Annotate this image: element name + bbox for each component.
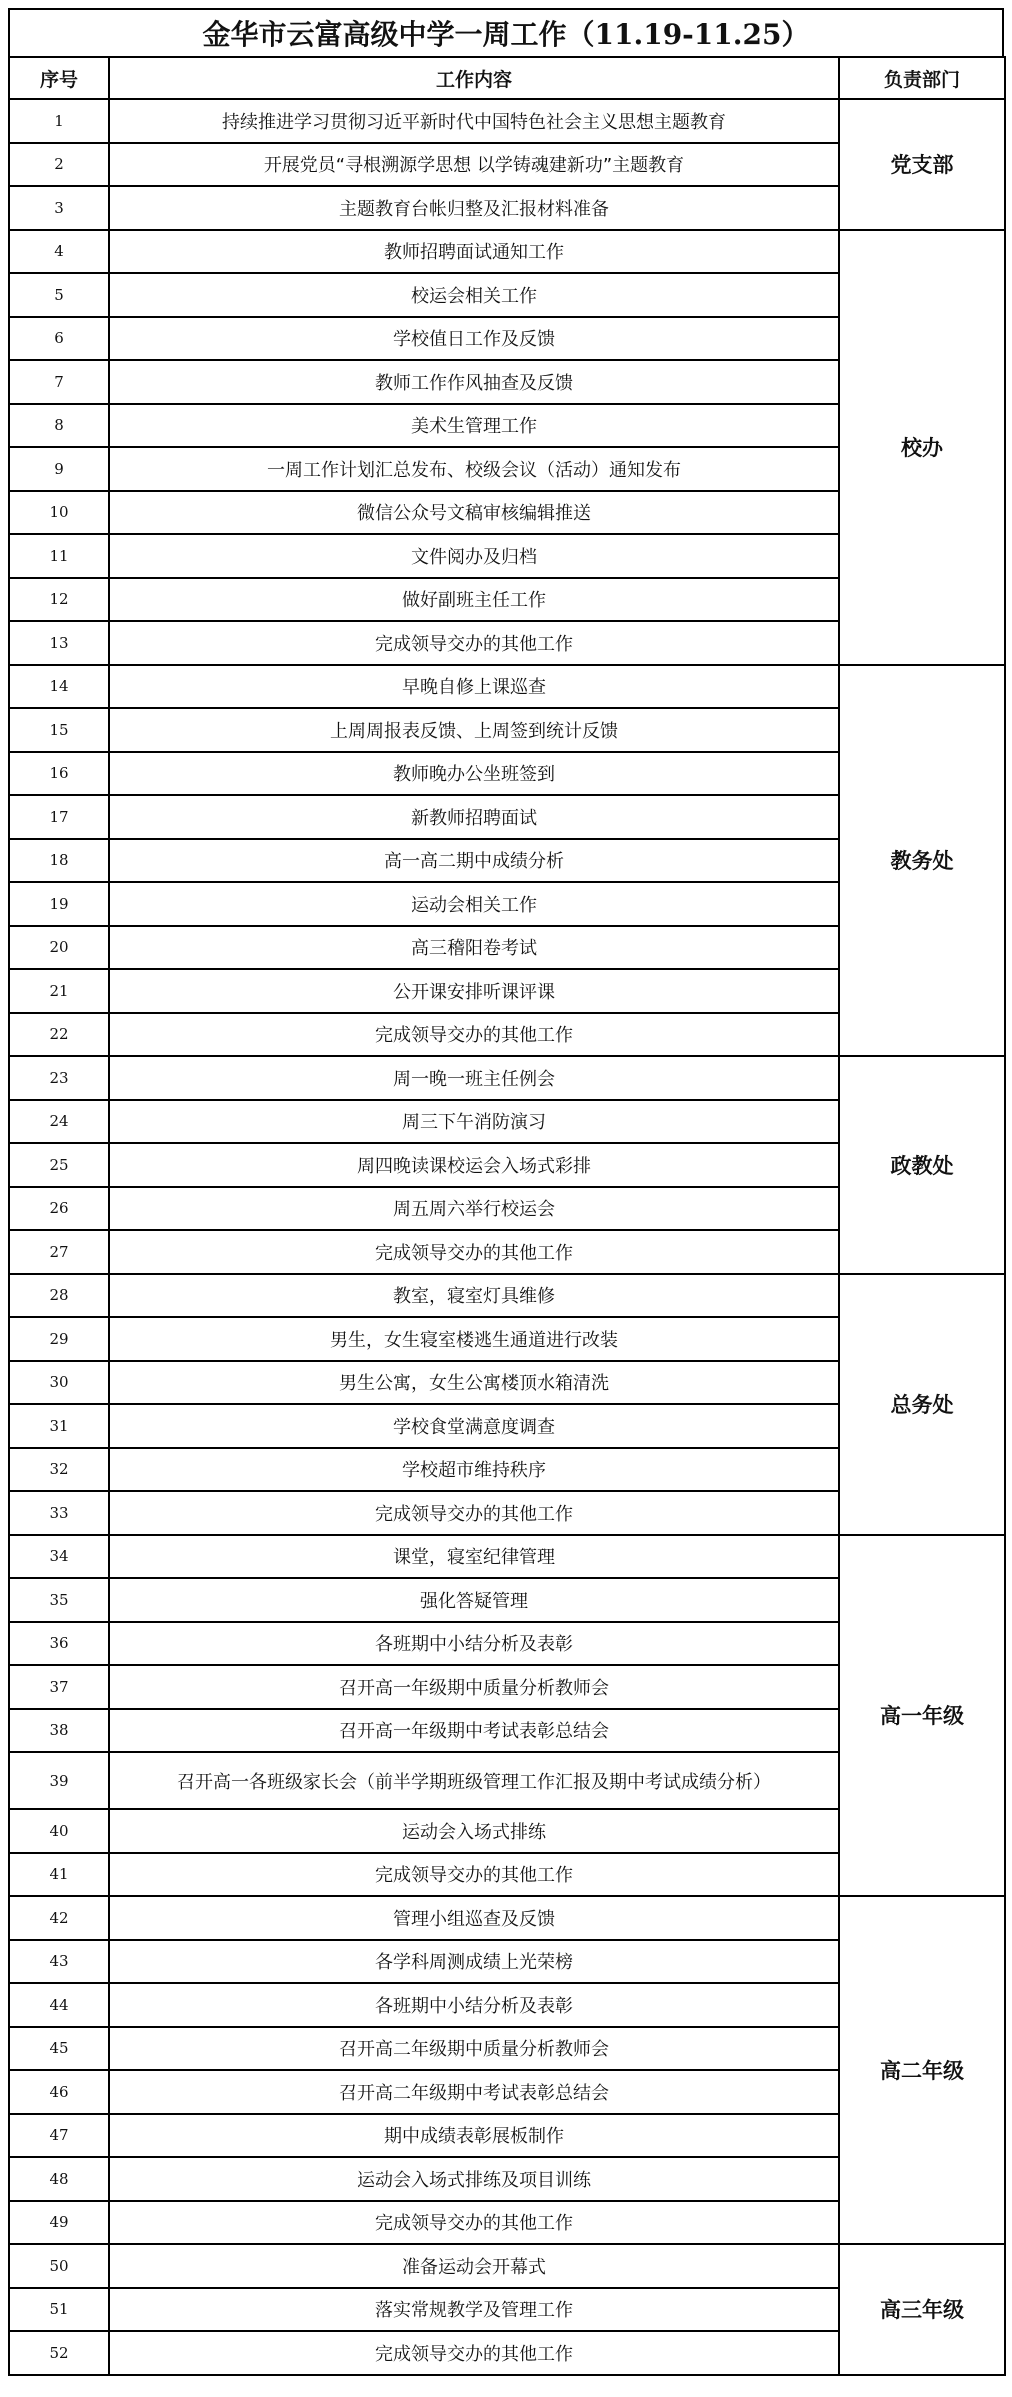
dept-cell: 政教处 [839,1056,1005,1274]
row-content: 男生，女生寝室楼逃生通道进行改装 [109,1317,839,1361]
row-seq: 30 [9,1361,109,1405]
row-content: 各学科周测成绩上光荣榜 [109,1940,839,1984]
dept-cell: 高二年级 [839,1896,1005,2244]
row-content: 开展党员“寻根溯源学思想 以学铸魂建新功”主题教育 [109,143,839,187]
row-content: 各班期中小结分析及表彰 [109,1983,839,2027]
row-content: 男生公寓，女生公寓楼顶水箱清洗 [109,1361,839,1405]
row-content: 周四晚读课校运会入场式彩排 [109,1143,839,1187]
row-content: 召开高二年级期中质量分析教师会 [109,2027,839,2071]
row-seq: 45 [9,2027,109,2071]
row-seq: 46 [9,2070,109,2114]
row-seq: 20 [9,926,109,970]
row-content: 学校食堂满意度调查 [109,1404,839,1448]
row-seq: 32 [9,1448,109,1492]
row-seq: 34 [9,1535,109,1579]
row-content: 落实常规教学及管理工作 [109,2288,839,2332]
table-row [9,1896,1005,1940]
row-content: 完成领导交办的其他工作 [109,621,839,665]
table-row [9,1535,1005,1579]
row-content: 运动会相关工作 [109,882,839,926]
table-row [9,230,1005,274]
row-seq: 23 [9,1056,109,1100]
table-row [9,2244,1005,2288]
row-seq: 47 [9,2114,109,2158]
row-content: 周一晚一班主任例会 [109,1056,839,1100]
row-content: 管理小组巡查及反馈 [109,1896,839,1940]
row-seq: 43 [9,1940,109,1984]
row-seq: 21 [9,969,109,1013]
row-content: 一周工作计划汇总发布、校级会议（活动）通知发布 [109,447,839,491]
row-content: 微信公众号文稿审核编辑推送 [109,491,839,535]
row-seq: 13 [9,621,109,665]
row-content: 各班期中小结分析及表彰 [109,1622,839,1666]
row-content: 周五周六举行校运会 [109,1187,839,1231]
work-table [8,56,1006,2376]
row-content: 完成领导交办的其他工作 [109,2331,839,2375]
row-seq: 10 [9,491,109,535]
row-content: 召开高一年级期中考试表彰总结会 [109,1709,839,1753]
row-content: 周三下午消防演习 [109,1100,839,1144]
row-content: 高一高二期中成绩分析 [109,839,839,883]
page-title: 金华市云富高级中学一周工作（11.19-11.25） [8,8,1004,56]
row-content: 学校超市维持秩序 [109,1448,839,1492]
row-content: 持续推进学习贯彻习近平新时代中国特色社会主义思想主题教育 [109,99,839,143]
row-content: 期中成绩表彰展板制作 [109,2114,839,2158]
row-content: 学校值日工作及反馈 [109,317,839,361]
row-seq: 25 [9,1143,109,1187]
row-content: 召开高一各班级家长会（前半学期班级管理工作汇报及期中考试成绩分析） [109,1752,839,1809]
row-seq: 27 [9,1230,109,1274]
table-row [9,1274,1005,1318]
row-content: 完成领导交办的其他工作 [109,1013,839,1057]
row-seq: 28 [9,1274,109,1318]
row-seq: 14 [9,665,109,709]
row-seq: 15 [9,708,109,752]
row-seq: 18 [9,839,109,883]
row-seq: 17 [9,795,109,839]
header-row [9,57,1005,99]
row-seq: 16 [9,752,109,796]
row-seq: 22 [9,1013,109,1057]
row-seq: 42 [9,1896,109,1940]
row-seq: 12 [9,578,109,622]
row-seq: 11 [9,534,109,578]
row-seq: 38 [9,1709,109,1753]
row-content: 运动会入场式排练 [109,1809,839,1853]
row-seq: 8 [9,404,109,448]
row-seq: 40 [9,1809,109,1853]
dept-cell: 高三年级 [839,2244,1005,2375]
row-content: 主题教育台帐归整及汇报材料准备 [109,186,839,230]
row-content: 准备运动会开幕式 [109,2244,839,2288]
row-seq: 9 [9,447,109,491]
row-seq: 37 [9,1665,109,1709]
work-schedule-sheet [8,8,1004,2376]
dept-cell: 校办 [839,230,1005,665]
row-seq: 3 [9,186,109,230]
table-row [9,1056,1005,1100]
header-dept: 负责部门 [839,57,1005,99]
row-content: 做好副班主任工作 [109,578,839,622]
row-content: 教师晚办公坐班签到 [109,752,839,796]
row-content: 美术生管理工作 [109,404,839,448]
row-content: 召开高一年级期中质量分析教师会 [109,1665,839,1709]
row-seq: 39 [9,1752,109,1809]
row-seq: 48 [9,2157,109,2201]
header-content: 工作内容 [109,57,839,99]
row-content: 课堂，寝室纪律管理 [109,1535,839,1579]
row-seq: 1 [9,99,109,143]
row-content: 公开课安排听课评课 [109,969,839,1013]
table-row [9,665,1005,709]
row-content: 运动会入场式排练及项目训练 [109,2157,839,2201]
row-content: 文件阅办及归档 [109,534,839,578]
row-seq: 26 [9,1187,109,1231]
row-seq: 33 [9,1491,109,1535]
table-row [9,99,1005,143]
row-content: 教师工作作风抽查及反馈 [109,360,839,404]
row-seq: 41 [9,1853,109,1897]
row-content: 高三稽阳卷考试 [109,926,839,970]
header-seq: 序号 [9,57,109,99]
row-content: 完成领导交办的其他工作 [109,1853,839,1897]
row-content: 新教师招聘面试 [109,795,839,839]
row-seq: 24 [9,1100,109,1144]
row-seq: 29 [9,1317,109,1361]
row-seq: 35 [9,1578,109,1622]
row-seq: 2 [9,143,109,187]
row-content: 完成领导交办的其他工作 [109,1491,839,1535]
row-seq: 49 [9,2201,109,2245]
row-content: 教师招聘面试通知工作 [109,230,839,274]
row-seq: 5 [9,273,109,317]
row-seq: 4 [9,230,109,274]
dept-cell: 总务处 [839,1274,1005,1535]
row-seq: 44 [9,1983,109,2027]
row-seq: 51 [9,2288,109,2332]
row-content: 完成领导交办的其他工作 [109,2201,839,2245]
dept-cell: 高一年级 [839,1535,1005,1897]
row-seq: 6 [9,317,109,361]
row-seq: 36 [9,1622,109,1666]
row-content: 召开高二年级期中考试表彰总结会 [109,2070,839,2114]
dept-cell: 教务处 [839,665,1005,1057]
row-seq: 19 [9,882,109,926]
row-content: 早晚自修上课巡查 [109,665,839,709]
row-seq: 52 [9,2331,109,2375]
table-body [9,99,1005,2375]
row-content: 上周周报表反馈、上周签到统计反馈 [109,708,839,752]
dept-cell: 党支部 [839,99,1005,230]
row-content: 校运会相关工作 [109,273,839,317]
row-seq: 7 [9,360,109,404]
row-content: 完成领导交办的其他工作 [109,1230,839,1274]
row-content: 强化答疑管理 [109,1578,839,1622]
row-content: 教室，寝室灯具维修 [109,1274,839,1318]
row-seq: 31 [9,1404,109,1448]
row-seq: 50 [9,2244,109,2288]
